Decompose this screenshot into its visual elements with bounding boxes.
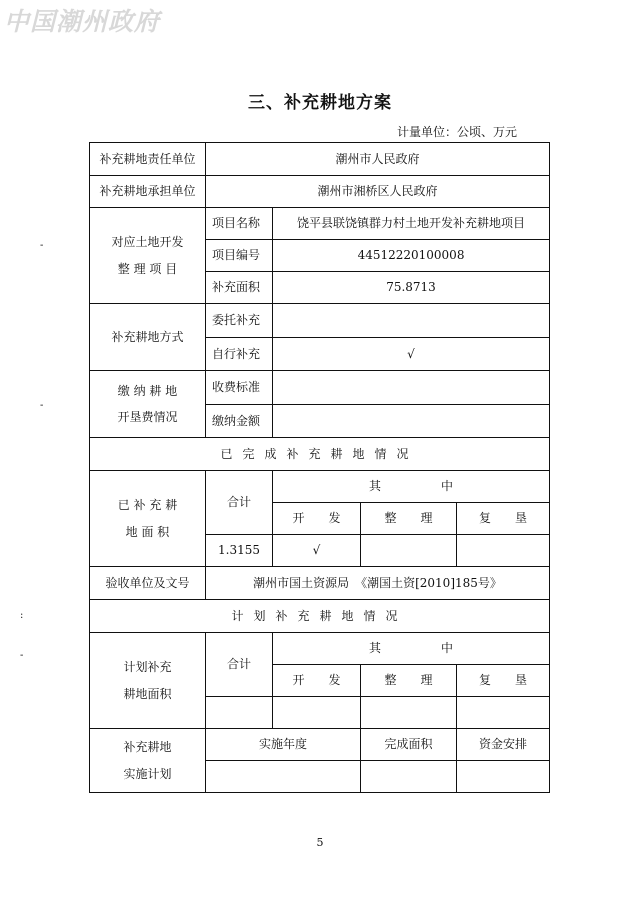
table-row: [90, 729, 550, 761]
method-label: 补充耕地方式: [90, 304, 206, 371]
entrust-label: 委托补充: [206, 304, 273, 338]
completed-total-value: 1.3155: [206, 535, 273, 567]
table-row: [90, 471, 550, 503]
fee-amt-label: 缴纳金额: [206, 405, 273, 438]
project-name-label: 项目名称: [206, 208, 273, 240]
completed-dev-label: 开 发: [273, 503, 361, 535]
completed-total-label: 合计: [206, 471, 273, 535]
project-group-label: [90, 208, 206, 304]
fund-label: 资金安排: [457, 729, 550, 761]
completed-reg-label: 整 理: [361, 503, 457, 535]
plan-line-1: 补充耕地: [123, 740, 172, 755]
area-label: 补充面积: [206, 272, 273, 304]
year-label: 实施年度: [206, 729, 361, 761]
supplement-farmland-table: [89, 142, 550, 793]
scan-mark: :: [20, 610, 24, 621]
planned-area-line-2: 耕地面积: [123, 686, 172, 701]
self-label: 自行补充: [206, 338, 273, 371]
planned-among-label: 其 中: [273, 633, 550, 665]
done-area-value: [361, 761, 457, 793]
resp-unit-label: 补充耕地责任单位: [90, 143, 206, 176]
watermark-logo: 中国潮州政府: [4, 7, 161, 36]
completed-area-label: [90, 471, 206, 567]
scan-mark: -: [20, 650, 24, 661]
completed-area-line-1: 已 补 充 耕: [117, 498, 178, 513]
planned-total-value: [206, 697, 273, 729]
planned-reg-label: 整 理: [361, 665, 457, 697]
completed-among-label: 其 中: [273, 471, 550, 503]
table-row: [90, 208, 550, 240]
done-area-label: 完成面积: [361, 729, 457, 761]
fee-group-label: [90, 371, 206, 438]
planned-dev-value: [273, 697, 361, 729]
fee-std-label: 收费标准: [206, 371, 273, 405]
entrust-value: [273, 304, 550, 338]
table-row: [90, 600, 550, 633]
accept-value: 潮州市国土资源局 《潮国土资[2010]185号》: [206, 567, 550, 600]
project-no-label: 项目编号: [206, 240, 273, 272]
table-row: [90, 176, 550, 208]
project-no-value: 44512220100008: [273, 240, 550, 272]
area-value: 75.8713: [273, 272, 550, 304]
table-row: [90, 371, 550, 405]
unit-note: 计量单位：公顷、万元: [396, 125, 517, 139]
table-row: [90, 143, 550, 176]
page-title: 三、补充耕地方案: [248, 93, 392, 113]
project-group-line-2: 整 理 项 目: [117, 261, 178, 276]
resp-unit-value: 潮州市人民政府: [206, 143, 550, 176]
planned-dev-label: 开 发: [273, 665, 361, 697]
planned-section-header: 计划补充耕地情况: [90, 600, 550, 633]
page-number: 5: [316, 836, 324, 849]
completed-section-header: 已完成补充耕地情况: [90, 438, 550, 471]
planned-total-label: 合计: [206, 633, 273, 697]
accept-label: 验收单位及文号: [90, 567, 206, 600]
plan-label: [90, 729, 206, 793]
scan-mark: -: [40, 240, 44, 251]
bear-unit-label: 补充耕地承担单位: [90, 176, 206, 208]
planned-area-line-1: 计划补充: [123, 660, 172, 675]
completed-reg-value: [361, 535, 457, 567]
table-row: [90, 304, 550, 338]
plan-line-2: 实施计划: [123, 766, 172, 781]
planned-rec-label: 复 垦: [457, 665, 550, 697]
project-name-value: 饶平县联饶镇群力村土地开发补充耕地项目: [273, 208, 550, 240]
completed-dev-value: √: [273, 535, 361, 567]
fee-std-value: [273, 371, 550, 405]
completed-rec-label: 复 垦: [457, 503, 550, 535]
planned-area-label: [90, 633, 206, 729]
table-row: [90, 567, 550, 600]
project-group-line-1: 对应土地开发: [111, 235, 184, 250]
year-value: [206, 761, 361, 793]
table-row: [90, 633, 550, 665]
table-row: [90, 438, 550, 471]
planned-rec-value: [457, 697, 550, 729]
fee-group-line-2: 开垦费情况: [117, 410, 178, 424]
self-value: √: [273, 338, 550, 371]
fee-group-line-1: 缴 纳 耕 地: [117, 383, 178, 398]
planned-reg-value: [361, 697, 457, 729]
completed-area-line-2: 地 面 积: [125, 524, 170, 539]
fund-value: [457, 761, 550, 793]
fee-amt-value: [273, 405, 550, 438]
completed-rec-value: [457, 535, 550, 567]
scan-mark: -: [40, 400, 44, 411]
bear-unit-value: 潮州市湘桥区人民政府: [206, 176, 550, 208]
